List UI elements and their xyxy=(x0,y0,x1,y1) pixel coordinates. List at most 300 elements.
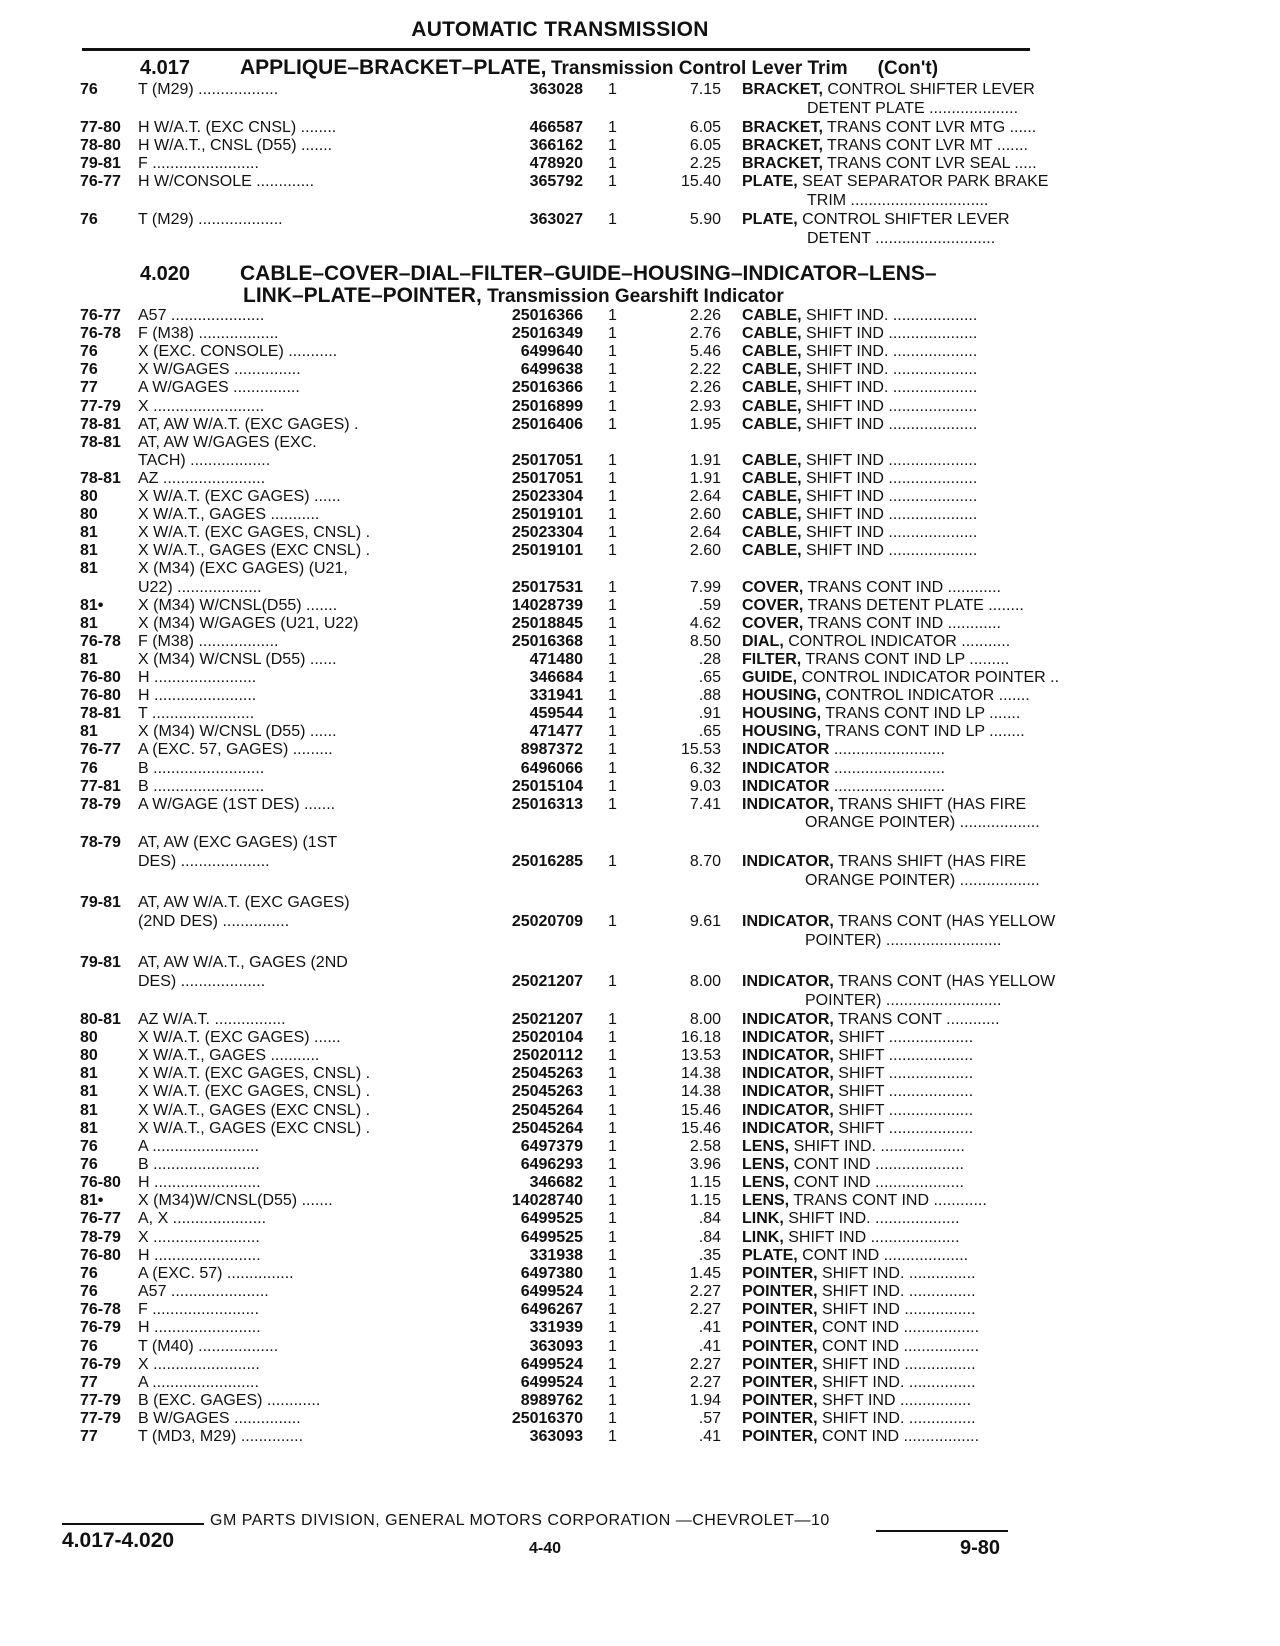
price: 15.46 xyxy=(680,1102,721,1119)
price: 6.05 xyxy=(689,119,721,136)
model-year: 80 xyxy=(80,1047,98,1064)
part-name-detail: ......................... xyxy=(829,741,945,758)
table-row xyxy=(80,1101,1040,1120)
part-name xyxy=(742,1355,1102,1374)
application-desc: TACH) .................. xyxy=(138,452,271,469)
part-name-bold: POINTER, xyxy=(742,1338,818,1355)
part-name xyxy=(742,505,1102,524)
part-number: 25016899 xyxy=(511,398,583,415)
section-title-line2: LINK–PLATE–POINTER, xyxy=(243,284,482,307)
part-name xyxy=(742,632,1102,651)
part-name-detail: SHIFT IND. ............... xyxy=(817,1374,976,1391)
model-year: 79-81 xyxy=(80,155,121,172)
part-number: 6496293 xyxy=(520,1156,583,1173)
part-name xyxy=(742,1101,1102,1120)
part-name-bold: POINTER, xyxy=(742,1319,818,1336)
application-desc: X (EXC. CONSOLE) ........... xyxy=(138,343,338,360)
part-name-bold: INDICATOR, xyxy=(742,1065,834,1082)
model-year: 76-77 xyxy=(80,1210,121,1227)
model-year: 80 xyxy=(80,488,98,505)
part-name-detail: TRANS SHIFT (HAS FIRE xyxy=(833,853,1027,870)
application-desc: H ....................... xyxy=(138,687,257,704)
application-desc: A57 ..................... xyxy=(138,307,265,324)
part-number: 6499525 xyxy=(520,1229,583,1246)
table-row xyxy=(80,1355,1040,1374)
part-name xyxy=(742,1391,1102,1410)
part-number: 459544 xyxy=(529,705,583,722)
table-row xyxy=(80,740,1040,759)
part-name xyxy=(742,1191,1102,1210)
quantity: 1 xyxy=(608,687,617,704)
table-row xyxy=(80,650,1040,669)
footer-date: 9-80 xyxy=(960,1537,1001,1559)
part-name xyxy=(742,342,1102,361)
application-desc: X W/A.T., GAGES (EXC CNSL) . xyxy=(138,1120,371,1137)
application-desc: B ........................ xyxy=(138,1156,260,1173)
part-name xyxy=(742,1246,1102,1265)
part-name xyxy=(742,668,1102,687)
part-number: 25045264 xyxy=(511,1120,583,1137)
part-name-bold: INDICATOR, xyxy=(742,1102,834,1119)
part-number: 25045264 xyxy=(511,1102,583,1119)
price: 2.60 xyxy=(689,542,721,559)
table-row xyxy=(80,523,1040,542)
table-row xyxy=(80,80,1040,99)
quantity: 1 xyxy=(608,1083,617,1100)
model-year: 77-81 xyxy=(80,778,121,795)
part-name-detail: TRANS CONT (HAS YELLOW xyxy=(833,973,1056,990)
model-year: 77 xyxy=(80,1374,98,1391)
part-name-detail: SHIFT ................... xyxy=(833,1065,974,1082)
quantity: 1 xyxy=(608,361,617,378)
part-name-bold: INDICATOR xyxy=(742,778,830,795)
price: 2.64 xyxy=(689,488,721,505)
part-number: 25045263 xyxy=(511,1083,583,1100)
quantity: 1 xyxy=(608,155,617,172)
table-row xyxy=(80,795,1040,814)
part-name xyxy=(742,1173,1102,1192)
quantity: 1 xyxy=(608,1428,617,1445)
quantity: 1 xyxy=(608,1265,617,1282)
application-desc: H W/CONSOLE ............. xyxy=(138,173,315,190)
part-name-bold: BRACKET, xyxy=(742,119,823,136)
quantity: 1 xyxy=(608,1301,617,1318)
model-year: 76-78 xyxy=(80,325,121,342)
model-year: 81 xyxy=(80,560,98,577)
part-name xyxy=(742,722,1102,741)
part-name xyxy=(742,614,1102,633)
part-name-bold: COVER, xyxy=(742,597,804,614)
table-row xyxy=(80,912,1056,931)
section-4020-heading xyxy=(140,262,937,286)
part-name-bold: HOUSING, xyxy=(742,705,822,722)
part-name-bold: LENS, xyxy=(742,1192,790,1209)
quantity: 1 xyxy=(608,1192,617,1209)
footer-rule-left xyxy=(62,1523,204,1525)
part-name-detail: CONT IND ................... xyxy=(797,1247,969,1264)
part-name-detail: SHIFT IND .................... xyxy=(801,470,978,487)
part-number: 6496267 xyxy=(520,1301,583,1318)
price: 5.90 xyxy=(689,211,721,228)
application-desc: U22) ................... xyxy=(138,579,262,596)
quantity: 1 xyxy=(608,1356,617,1373)
part-name xyxy=(742,1228,1102,1247)
table-row xyxy=(80,541,1040,560)
quantity: 1 xyxy=(608,633,617,650)
price: 2.64 xyxy=(689,524,721,541)
quantity: 1 xyxy=(608,669,617,686)
part-number: 25019101 xyxy=(511,542,583,559)
quantity: 1 xyxy=(608,307,617,324)
quantity: 1 xyxy=(608,796,617,813)
part-number: 331941 xyxy=(529,687,583,704)
part-name-detail: SHIFT IND. ................... xyxy=(789,1138,965,1155)
model-year: 81 xyxy=(80,1083,98,1100)
part-name-bold: BRACKET, xyxy=(742,155,823,172)
quantity: 1 xyxy=(608,615,617,632)
part-number: 363093 xyxy=(529,1338,583,1355)
application-desc: X ........................ xyxy=(138,1356,260,1373)
quantity: 1 xyxy=(608,452,617,469)
model-year: 81 xyxy=(80,542,98,559)
part-name-bold: INDICATOR, xyxy=(742,796,834,813)
part-number: 25016349 xyxy=(511,325,583,342)
table-row xyxy=(80,118,1040,137)
part-name-detail: TRANS CONT IND ............ xyxy=(789,1192,987,1209)
price: .28 xyxy=(698,651,721,668)
part-name-detail: TRANS CONT ............ xyxy=(833,1011,1000,1028)
part-name-bold: LINK, xyxy=(742,1210,784,1227)
part-number: 365792 xyxy=(529,173,583,190)
table-row xyxy=(80,1064,1040,1083)
part-name-bold: CABLE, xyxy=(742,542,802,559)
part-name-bold: INDICATOR, xyxy=(742,1011,834,1028)
part-name xyxy=(742,154,1102,173)
part-name-detail: SHIFT IND .................... xyxy=(801,524,978,541)
part-name-detail: ......................... xyxy=(829,760,945,777)
part-name-bold: CABLE, xyxy=(742,361,802,378)
part-name xyxy=(742,469,1102,488)
model-year: 81 xyxy=(80,723,98,740)
price: 2.27 xyxy=(689,1283,721,1300)
part-name-detail: CONTROL SHIFTER LEVER xyxy=(822,81,1035,98)
part-name xyxy=(742,1427,1102,1446)
part-number: 25023304 xyxy=(511,524,583,541)
table-row xyxy=(80,210,1040,229)
table-row xyxy=(80,578,1040,597)
part-name-bold: POINTER, xyxy=(742,1265,818,1282)
part-name xyxy=(742,650,1102,669)
price: .65 xyxy=(698,723,721,740)
table-row xyxy=(80,614,1040,633)
application-desc: AT, AW (EXC GAGES) (1ST xyxy=(138,834,338,851)
part-name-detail: SHIFT IND .................... xyxy=(801,452,978,469)
part-name-bold: FILTER, xyxy=(742,651,802,668)
table-row xyxy=(80,833,1040,852)
application-desc: X W/A.T., GAGES ........... xyxy=(138,1047,320,1064)
part-name-bold: CABLE, xyxy=(742,524,802,541)
table-row xyxy=(80,1409,1040,1428)
application-desc: X (M34) W/CNSL (D55) ...... xyxy=(138,723,337,740)
part-name-detail: TRANS DETENT PLATE ........ xyxy=(803,597,1024,614)
table-row xyxy=(80,1173,1040,1192)
footer-page-number: 4-40 xyxy=(528,1540,562,1557)
part-name-detail: ......................... xyxy=(829,778,945,795)
application-desc: H ........................ xyxy=(138,1174,261,1191)
table-row xyxy=(80,1028,1040,1047)
model-year: 77 xyxy=(80,1428,98,1445)
model-year: 78-79 xyxy=(80,1229,121,1246)
price: 13.53 xyxy=(680,1047,721,1064)
model-year: 81 xyxy=(80,651,98,668)
price: 7.41 xyxy=(689,796,721,813)
model-year: 80 xyxy=(80,1029,98,1046)
part-name-detail: SHIFT ................... xyxy=(833,1102,974,1119)
price: 1.15 xyxy=(689,1174,721,1191)
application-desc: A ........................ xyxy=(138,1374,259,1391)
table-row xyxy=(80,559,1040,578)
model-year: 76-80 xyxy=(80,1174,121,1191)
continuation-line: DETENT ........................... xyxy=(807,230,996,247)
part-number: 25019101 xyxy=(511,506,583,523)
part-name xyxy=(742,912,1102,931)
quantity: 1 xyxy=(608,1338,617,1355)
quantity: 1 xyxy=(608,723,617,740)
table-row xyxy=(80,1373,1040,1392)
quantity: 1 xyxy=(608,913,617,930)
price: .59 xyxy=(698,597,721,614)
application-desc: F (M38) .................. xyxy=(138,633,279,650)
part-number: 25021207 xyxy=(511,973,583,990)
application-desc: AT, AW W/A.T. (EXC GAGES) xyxy=(138,894,350,911)
table-row xyxy=(80,686,1040,705)
table-row xyxy=(80,324,1040,343)
application-desc: A (EXC. 57) ............... xyxy=(138,1265,294,1282)
price: 1.95 xyxy=(689,416,721,433)
section-number: 4.017 xyxy=(140,57,191,79)
quantity: 1 xyxy=(608,1392,617,1409)
part-name-bold: LENS, xyxy=(742,1174,790,1191)
application-desc: A (EXC. 57, GAGES) ......... xyxy=(138,741,333,758)
application-desc: H W/A.T. (EXC CNSL) ........ xyxy=(138,119,337,136)
model-year: 81 xyxy=(80,524,98,541)
quantity: 1 xyxy=(608,1229,617,1246)
part-number: 25015104 xyxy=(511,778,583,795)
continuation-line: POINTER) .......................... xyxy=(805,932,1002,949)
table-row xyxy=(80,852,1040,871)
quantity: 1 xyxy=(608,173,617,190)
part-name-bold: COVER, xyxy=(742,615,804,632)
application-desc: X W/A.T. (EXC GAGES) ...... xyxy=(138,1029,341,1046)
application-desc: B (EXC. GAGES) ............ xyxy=(138,1392,321,1409)
table-row xyxy=(80,306,1040,325)
price: 4.62 xyxy=(689,615,721,632)
table-row xyxy=(80,777,1040,796)
part-name-detail: CONT IND ................. xyxy=(817,1319,980,1336)
price: 2.60 xyxy=(689,506,721,523)
part-name-bold: POINTER, xyxy=(742,1301,818,1318)
price: 2.27 xyxy=(689,1374,721,1391)
continuation-line: DETENT PLATE .................... xyxy=(807,100,1019,117)
table-row xyxy=(80,487,1040,506)
application-desc: X W/A.T., GAGES (EXC CNSL) . xyxy=(138,1102,371,1119)
part-name-bold: LENS, xyxy=(742,1156,790,1173)
table-row xyxy=(80,505,1040,524)
part-number: 6496066 xyxy=(520,760,583,777)
part-name-detail: TRANS CONT LVR SEAL ..... xyxy=(822,155,1037,172)
part-number: 363027 xyxy=(529,211,583,228)
price: 14.38 xyxy=(680,1083,721,1100)
part-name xyxy=(742,378,1102,397)
part-name-detail: SHIFT IND. ............... xyxy=(817,1410,976,1427)
quantity: 1 xyxy=(608,379,617,396)
continuation-line: ORANGE POINTER) .................. xyxy=(805,872,1040,889)
price: 2.25 xyxy=(689,155,721,172)
quantity: 1 xyxy=(608,488,617,505)
table-row xyxy=(80,1246,1040,1265)
price: .84 xyxy=(698,1210,721,1227)
quantity: 1 xyxy=(608,778,617,795)
price: .57 xyxy=(698,1410,721,1427)
part-name-detail: CONT IND ................. xyxy=(817,1428,980,1445)
part-number: 25017051 xyxy=(511,452,583,469)
part-name-detail: CONT IND .................... xyxy=(789,1156,964,1173)
application-desc: AT, AW W/A.T. (EXC GAGES) . xyxy=(138,416,359,433)
model-year: 76-80 xyxy=(80,687,121,704)
table-row xyxy=(80,722,1040,741)
part-name xyxy=(742,1282,1102,1301)
quantity: 1 xyxy=(608,1065,617,1082)
part-name-detail: CONTROL INDICATOR ........... xyxy=(783,633,1011,650)
part-name-bold: POINTER, xyxy=(742,1392,818,1409)
price: .84 xyxy=(698,1229,721,1246)
price: 8.00 xyxy=(689,1011,721,1028)
table-row xyxy=(80,632,1040,651)
price: .35 xyxy=(698,1247,721,1264)
quantity: 1 xyxy=(608,524,617,541)
part-name-detail: SHIFT IND .................... xyxy=(801,398,978,415)
application-desc: A57 ...................... xyxy=(138,1283,269,1300)
quantity: 1 xyxy=(608,1374,617,1391)
model-year: 78-80 xyxy=(80,137,121,154)
price: 1.15 xyxy=(689,1192,721,1209)
part-name-bold: CABLE, xyxy=(742,416,802,433)
price: 8.50 xyxy=(689,633,721,650)
table-row xyxy=(80,704,1040,723)
table-row xyxy=(80,1318,1040,1337)
model-year: 76 xyxy=(80,1338,98,1355)
part-name xyxy=(742,1409,1102,1428)
model-year: 81 xyxy=(80,1120,98,1137)
table-row xyxy=(80,378,1040,397)
table-row xyxy=(80,415,1040,434)
part-name-bold: INDICATOR, xyxy=(742,853,834,870)
part-name xyxy=(742,1028,1102,1047)
model-year: 78-81 xyxy=(80,434,121,451)
part-name-bold: CABLE, xyxy=(742,488,802,505)
part-name xyxy=(742,397,1102,416)
price: 14.38 xyxy=(680,1065,721,1082)
quantity: 1 xyxy=(608,1283,617,1300)
part-name-detail: TRANS CONT IND ............ xyxy=(803,579,1001,596)
table-row xyxy=(80,759,1040,778)
quantity: 1 xyxy=(608,542,617,559)
part-number: 25045263 xyxy=(511,1065,583,1082)
application-desc: DES) ................... xyxy=(138,973,266,990)
model-year: 76 xyxy=(80,1156,98,1173)
model-year: 79-81 xyxy=(80,954,121,971)
model-year: 78-79 xyxy=(80,796,121,813)
part-name-bold: COVER, xyxy=(742,579,804,596)
part-name-detail: TRANS CONT LVR MT ....... xyxy=(822,137,1028,154)
model-year: 77-79 xyxy=(80,1410,121,1427)
application-desc: H ....................... xyxy=(138,669,257,686)
model-year: 76 xyxy=(80,1138,98,1155)
part-name-detail: TRANS CONT IND ............ xyxy=(803,615,1001,632)
price: .88 xyxy=(698,687,721,704)
price: 2.26 xyxy=(689,307,721,324)
table-row xyxy=(80,172,1049,191)
application-desc: X ........................ xyxy=(138,1229,260,1246)
part-name-detail: TRANS CONT IND LP ....... xyxy=(821,705,1021,722)
model-year: 76-77 xyxy=(80,173,121,190)
part-number: 8987372 xyxy=(520,741,583,758)
part-number: 331939 xyxy=(529,1319,583,1336)
table-row xyxy=(80,1046,1040,1065)
model-year: 76 xyxy=(80,760,98,777)
table-row xyxy=(80,596,1040,615)
application-desc: T ....................... xyxy=(138,705,255,722)
application-desc: F ........................ xyxy=(138,1301,259,1318)
part-number: 8989762 xyxy=(520,1392,583,1409)
model-year: 76-77 xyxy=(80,741,121,758)
table-row xyxy=(80,1282,1040,1301)
part-name-bold: CABLE, xyxy=(742,343,802,360)
table-row xyxy=(80,136,1040,155)
part-name-bold: CABLE, xyxy=(742,506,802,523)
application-desc: X (M34)W/CNSL(D55) ....... xyxy=(138,1192,333,1209)
application-desc: X W/GAGES ............... xyxy=(138,361,301,378)
application-desc: X W/A.T., GAGES (EXC CNSL) . xyxy=(138,542,371,559)
application-desc: B ......................... xyxy=(138,778,265,795)
part-name xyxy=(742,686,1102,705)
part-name xyxy=(742,451,1102,470)
part-number: 6499524 xyxy=(520,1374,583,1391)
continuation-line: ORANGE POINTER) .................. xyxy=(805,814,1040,831)
application-desc: DES) .................... xyxy=(138,853,270,870)
application-desc: H ........................ xyxy=(138,1247,261,1264)
price: 1.45 xyxy=(689,1265,721,1282)
part-name-detail: SHIFT IND .................... xyxy=(801,506,978,523)
part-number: 25020104 xyxy=(511,1029,583,1046)
model-year: 81 xyxy=(80,1065,98,1082)
part-name-bold: INDICATOR, xyxy=(742,973,834,990)
price: .91 xyxy=(698,705,721,722)
part-name-detail: SHFT IND ................ xyxy=(817,1392,972,1409)
table-row xyxy=(80,1228,1040,1247)
application-desc: X W/A.T. (EXC GAGES, CNSL) . xyxy=(138,524,371,541)
price: 9.61 xyxy=(689,913,721,930)
price: 15.53 xyxy=(680,741,721,758)
part-name xyxy=(742,118,1102,137)
continuation-line: POINTER) .......................... xyxy=(805,992,1002,1009)
section-4017-heading xyxy=(140,56,938,80)
part-name-detail: CONTROL SHIFTER LEVER xyxy=(797,211,1010,228)
part-name-bold: CABLE, xyxy=(742,470,802,487)
part-name-detail: SHIFT IND. ................... xyxy=(801,361,978,378)
part-name xyxy=(742,777,1102,796)
part-name-bold: INDICATOR, xyxy=(742,913,834,930)
